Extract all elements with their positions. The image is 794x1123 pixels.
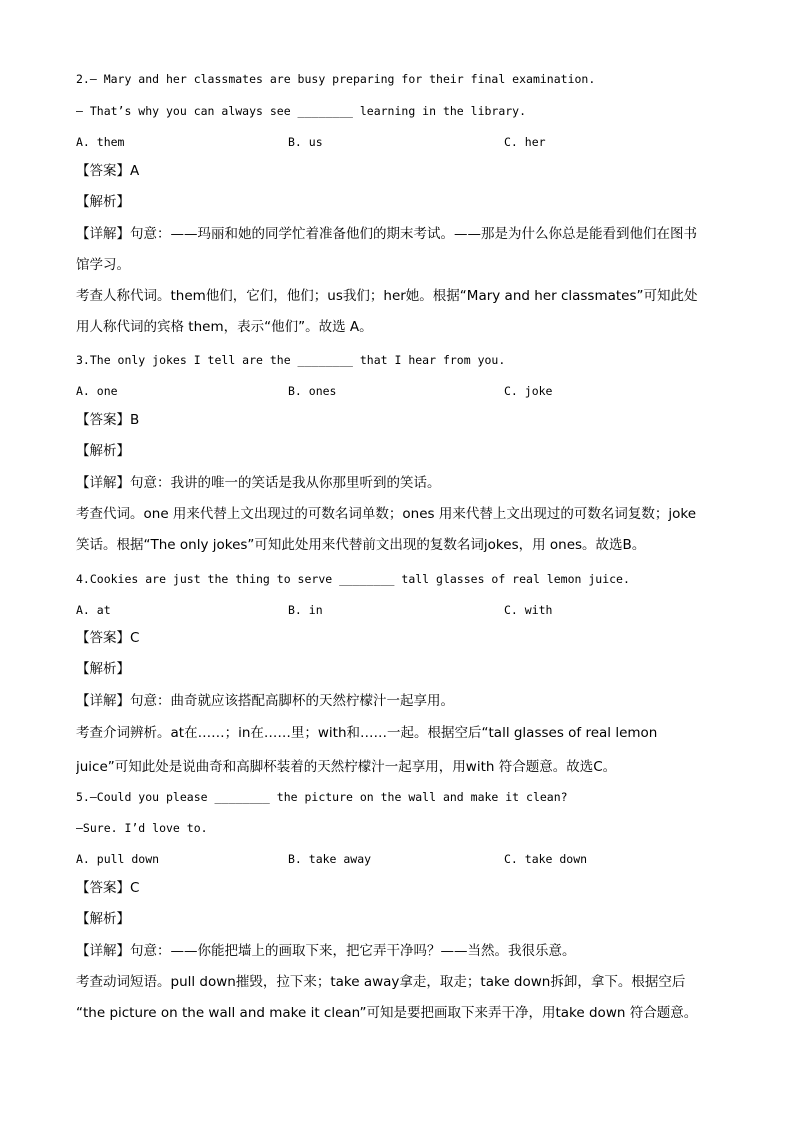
question-2-option-c: C. her (504, 135, 546, 149)
question-3-detail-line-1: 【详解】句意：我讲的唯一的笑话是我从你那里听到的笑话。 (76, 475, 441, 491)
question-4-analysis-heading: 【解析】 (76, 661, 130, 677)
question-4-option-c: C. with (504, 603, 553, 617)
question-5-option-c: C. take down (504, 852, 588, 866)
question-3-answer: 【答案】B (76, 412, 140, 428)
question-2-detail-line-2: 馆学习。 (76, 257, 130, 273)
question-5-option-b: B. take away (288, 852, 372, 866)
question-4-detail-line-1: 【详解】句意：曲奇就应该搭配高脚杯的天然柠檬汁一起享用。 (76, 693, 454, 709)
question-5-explanation-line-1: 考查动词短语。pull down摧毁，拉下来；take away拿走，取走；take down拆卸，拿下。根据空后 (76, 974, 686, 990)
question-2-option-a: A. them (76, 135, 125, 149)
question-3-option-a: A. one (76, 384, 118, 398)
question-5-stem-line-1: 5.—Could you please ________ the picture on the wall and make it clean? (76, 790, 568, 804)
question-2-explanation-line-1: 考查人称代词。them他们，它们，他们；us我们；her她。根据“Mary and her classmates”可知此处 (76, 288, 698, 304)
question-4-option-a: A. at (76, 603, 111, 617)
question-3-explanation-line-1: 考查代词。one 用来代替上文出现过的可数名词单数；ones 用来代替上文出现过的可数名词复数；joke (76, 506, 697, 522)
question-3-option-b: B. ones (288, 384, 337, 398)
question-5-option-a: A. pull down (76, 852, 160, 866)
question-3-option-c: C. joke (504, 384, 553, 398)
question-5-stem-line-2: —Sure. I’d love to. (76, 821, 208, 835)
question-2-stem-line-1: 2.— Mary and her classmates are busy preparing for their final examination. (76, 72, 596, 86)
question-2-option-b: B. us (288, 135, 323, 149)
question-5-answer: 【答案】C (76, 880, 140, 896)
question-2-detail-line-1: 【详解】句意：——玛丽和她的同学忙着准备他们的期末考试。——那是为什么你总是能看到他们在图书 (76, 226, 697, 242)
question-4-explanation-line-2: juice”可知此处是说曲奇和高脚杯装着的天然柠檬汁一起享用，用with 符合题意。故选C。 (76, 759, 617, 775)
question-4-stem: 4.Cookies are just the thing to serve ________ tall glasses of real lemon juice. (76, 572, 630, 586)
question-4-option-b: B. in (288, 603, 323, 617)
question-2-explanation-line-2: 用人称代词的宾格 them，表示“他们”。故选 A。 (76, 319, 373, 335)
question-5-detail-line-1: 【详解】句意：——你能把墙上的画取下来，把它弄干净吗？——当然。我很乐意。 (76, 943, 576, 959)
question-2-analysis-heading: 【解析】 (76, 194, 130, 210)
question-5-analysis-heading: 【解析】 (76, 911, 130, 927)
question-4-answer: 【答案】C (76, 630, 140, 646)
question-3-explanation-line-2: 笑话。根据“The only jokes”可知此处用来代替前文出现的复数名词jokes，用 ones。故选B。 (76, 537, 646, 553)
question-2-answer: 【答案】A (76, 163, 140, 179)
question-3-stem: 3.The only jokes I tell are the ________ that I hear from you. (76, 353, 506, 367)
question-3-analysis-heading: 【解析】 (76, 443, 130, 459)
question-4-explanation-line-1: 考查介词辨析。at在……；in在……里；with和……一起。根据空后“tall glasses of real lemon (76, 725, 658, 741)
question-5-explanation-line-2: “the picture on the wall and make it clean”可知是要把画取下来弄干净，用take down 符合题意。 (76, 1005, 698, 1021)
question-2-stem-line-2: — That’s why you can always see ________ learning in the library. (76, 104, 527, 118)
